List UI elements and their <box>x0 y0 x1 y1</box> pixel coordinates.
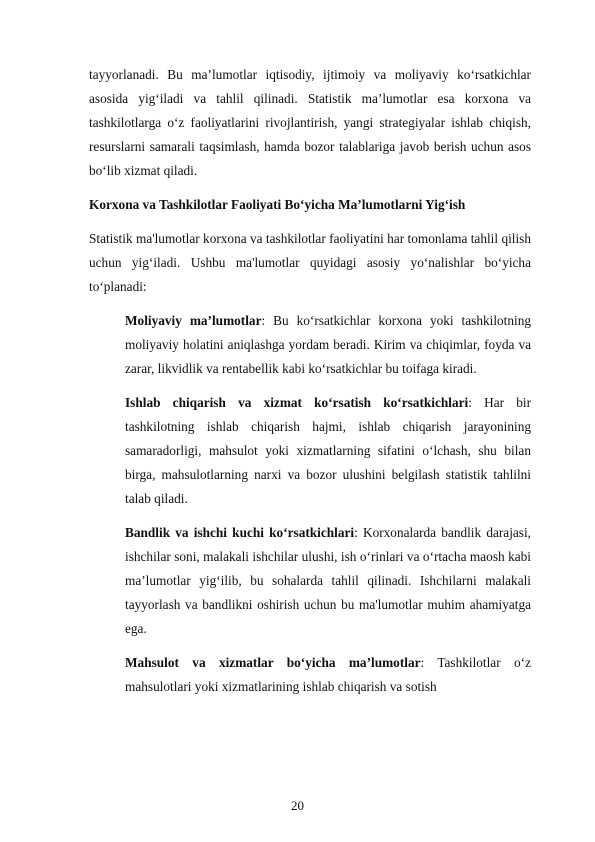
list-item <box>125 391 531 511</box>
list-item-text: : Har bir tashkilotning ishlab chiqarish hajmi, ishlab chiqarish jarayonining samaradorligi, mahsulot yoki xizmatlarning sifatini o‘lchash, shu bilan birga, mahsulotlarning narxi va bozor ulushini belgilash statistik tahlilni talab qiladi. <box>125 395 531 506</box>
list-item-text: : Tashkilotlar o‘z mahsulotlari yoki xizmatlarining ishlab chiqarish va sotish <box>125 655 531 694</box>
list-item <box>125 309 531 381</box>
list-item <box>125 521 531 641</box>
list-item-title: Bandlik va ishchi kuchi ko‘rsatkichlari <box>125 525 355 540</box>
page-content <box>89 63 531 709</box>
list-item-title: Ishlab chiqarish va xizmat ko‘rsatish ko‘rsatkichlari <box>125 395 469 410</box>
list-item-text: : Korxonalarda bandlik darajasi, ishchilar soni, malakali ishchilar ulushi, ish o‘rinlari va o‘rtacha maosh kabi ma’lumotlar yig‘ilib, bu sohalarda tahlil qilinadi. Ishchilarni malakali tayyorlash va bandlikni oshirish uchun bu ma'lumotlar muhim ahamiyatga ega. <box>125 525 532 636</box>
section-intro-paragraph: Statistik ma'lumotlar korxona va tashkilotlar faoliyatini har tomonlama tahlil qilish uchun yig‘iladi. Ushbu ma'lumotlar quyidagi asosiy yo‘nalishlar bo‘yicha to‘planadi: <box>89 231 531 294</box>
intro-paragraph: tayyorlanadi. Bu ma’lumotlar iqtisodiy, ijtimoiy va moliyaviy ko‘rsatkichlar asosida yig‘iladi va tahlil qilinadi. Statistik ma’lumotlar esa korxona va tashkilotlarga o‘z faoliyatlarini rivojlantirish, yangi strategiyalar ishlab chiqish, resurslarni samarali taqsimlash, hamda bozor talablariga javob berish uchun asos bo‘lib xizmat qiladi. <box>89 67 531 178</box>
page-number: 20 <box>291 798 304 813</box>
list-item <box>125 651 531 699</box>
list-item-title: Mahsulot va xizmatlar bo‘yicha ma’lumotlar <box>125 655 421 670</box>
list-item-text: : Bu ko‘rsatkichlar korxona yoki tashkilotning moliyaviy holatini aniqlashga yordam beradi. Kirim va chiqimlar, foyda va zarar, likvidlik va rentabellik kabi ko‘rsatkichlar bu toifaga kiradi. <box>125 313 531 376</box>
section-heading: Korxona va Tashkilotlar Faoliyati Bo‘yicha Ma’lumotlarni Yig‘ish <box>89 197 466 212</box>
list-item-title: Moliyaviy ma’lumotlar <box>125 313 262 328</box>
